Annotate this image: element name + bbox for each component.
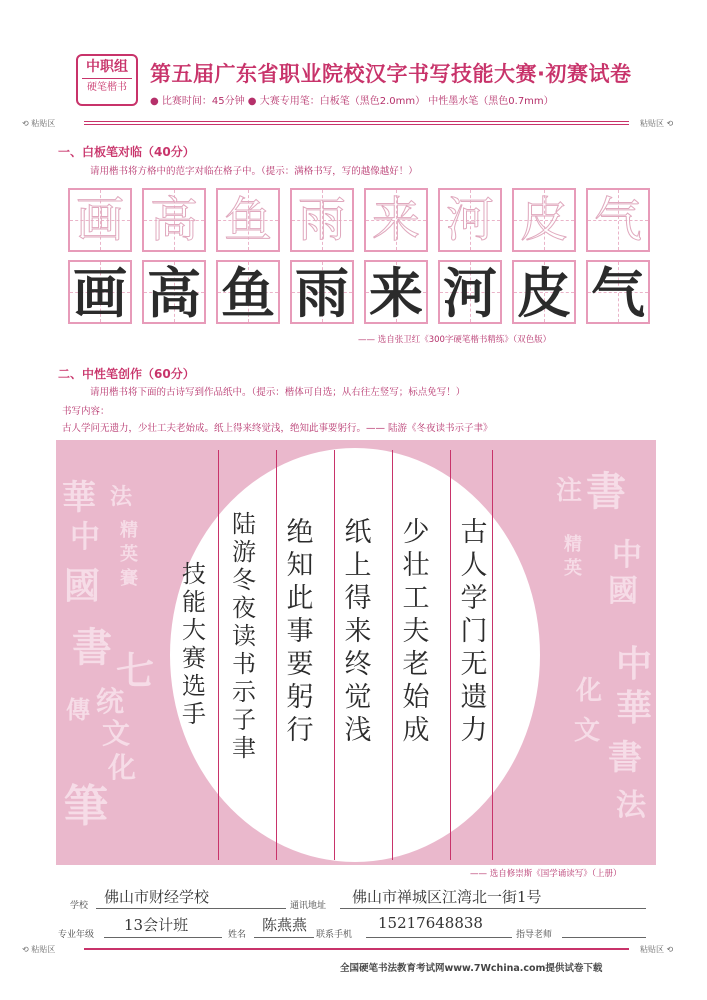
model-cell [586, 188, 650, 252]
writing-cell [290, 260, 354, 324]
content-label: 书写内容： [62, 406, 110, 417]
header-divider [84, 121, 629, 125]
section1-source: —— 选自张卫红《300字硬笔楷书精练》（双色版） [358, 335, 552, 345]
poem-column-2: 少壮工夫老始成 [402, 517, 430, 746]
binding-area-left [22, 118, 55, 130]
school-value: 佛山市财经学校 [104, 888, 210, 906]
group-badge [76, 54, 138, 106]
badge-level: 中职组 [86, 59, 128, 75]
column-divider [392, 450, 393, 860]
watermark-char: 英 [120, 544, 138, 565]
model-cell [142, 188, 206, 252]
column-divider [276, 450, 277, 860]
grade-line [104, 937, 222, 938]
column-divider [334, 450, 335, 860]
model-cell [216, 188, 280, 252]
writing-cell [364, 260, 428, 324]
poem-column-3: 纸上得来终觉浅 [344, 517, 372, 746]
name-label: 姓名 [228, 930, 247, 940]
watermark-char: 書 [72, 624, 112, 671]
exam-info: ● 比赛时间：45分钟 ● 大赛专用笔：白板笔（黑色2.0mm） 中性墨水笔（黑色0.7mm） [150, 96, 554, 107]
watermark-char: 文 [102, 717, 131, 750]
model-cell [512, 188, 576, 252]
watermark-char: 英 [564, 558, 582, 579]
writing-cell [142, 260, 206, 324]
column-divider [218, 450, 219, 860]
exam-title: 第五届广东省职业院校汉字书写技能大赛·初赛试卷 [150, 62, 632, 86]
footer-binding-right [640, 944, 673, 956]
handwritten-character: 河 [443, 261, 497, 325]
watermark-char: 中 [70, 520, 100, 555]
watermark-char: 書 [586, 468, 626, 515]
watermark-char: 化 [108, 751, 137, 784]
badge-type: 硬笔楷书 [82, 78, 132, 97]
watermark-char: 法 [616, 788, 646, 823]
name-line [254, 937, 314, 938]
poem-column-6: 技能大赛选手 [182, 560, 206, 728]
poem-column-4: 绝知此事要躬行 [286, 517, 314, 746]
grade-label: 专业年级 [58, 930, 95, 940]
poem-column-1: 古人学门无遗力 [460, 517, 488, 746]
handwritten-character: 鱼 [221, 261, 275, 325]
model-character: 来 [371, 192, 420, 248]
watermark-char: 華 [616, 687, 653, 729]
handwritten-character: 高 [147, 261, 201, 325]
watermark-char: 國 [608, 574, 638, 609]
handwritten-character: 画 [73, 261, 127, 325]
watermark-char: 中 [616, 643, 653, 685]
model-character: 雨 [297, 192, 346, 248]
model-cell [364, 188, 428, 252]
watermark-char: 華 [62, 478, 96, 518]
school-line [96, 908, 286, 909]
footer-binding-left [22, 944, 55, 956]
phone-label: 联系手机 [316, 930, 353, 940]
binding-label: 粘贴区 [31, 945, 56, 954]
watermark-char: 國 [64, 565, 101, 607]
section1-instruction: 请用楷书将方格中的范字对临在格子中。（提示：满格书写，写的越像越好！） [90, 166, 418, 177]
writing-cell [512, 260, 576, 324]
poem-column-5: 陆游冬夜读书示子聿 [232, 510, 256, 762]
phone-value: 15217648838 [378, 914, 483, 932]
address-label: 通讯地址 [290, 901, 327, 911]
footer-divider [84, 948, 629, 950]
poem-writing-area [170, 448, 540, 862]
grade-value: 13会计班 [124, 916, 189, 934]
model-cell [438, 188, 502, 252]
address-value: 佛山市禅城区江湾北一街1号 [352, 888, 542, 906]
binding-label: 粘贴区 [31, 119, 56, 128]
model-character: 河 [445, 192, 494, 248]
binding-area-right [640, 118, 673, 130]
handwritten-character: 来 [369, 261, 423, 325]
watermark-char: 化 [576, 676, 603, 706]
watermark-char: 書 [608, 738, 642, 778]
watermark-char: 精 [120, 520, 138, 541]
teacher-line [562, 937, 646, 938]
binding-icon: ⟲ [22, 945, 29, 954]
binding-icon: ⟲ [666, 119, 674, 128]
model-cell [68, 188, 132, 252]
name-value: 陈燕燕 [262, 916, 308, 934]
watermark-char: 中 [612, 538, 642, 573]
handwritten-character: 皮 [517, 261, 571, 325]
watermark-char: 傳 [66, 695, 90, 724]
watermark-char: 精 [564, 534, 582, 555]
watermark-char: 法 [110, 484, 133, 510]
section2-source: —— 选自修崇斯《国学诵读写》（上册） [470, 869, 622, 879]
model-character: 画 [75, 192, 124, 248]
watermark-char: 賽 [120, 568, 138, 589]
binding-label: 粘贴区 [640, 119, 664, 128]
teacher-label: 指导老师 [516, 930, 553, 940]
watermark-char: 七 [116, 648, 155, 693]
binding-icon: ⟲ [666, 945, 674, 954]
writing-cell [586, 260, 650, 324]
section1-title: 一、白板笔对临（40分） [58, 145, 195, 159]
binding-icon: ⟲ [22, 119, 29, 128]
footer-site: 全国硬笔书法教育考试网www.7Wchina.com提供试卷下载 [340, 963, 603, 974]
model-cell [290, 188, 354, 252]
model-character: 皮 [519, 192, 568, 248]
poem-text: 古人学问无遗力，少壮工夫老始成。纸上得来终觉浅，绝知此事要躬行。—— 陆游《冬夜读书示子聿》 [62, 423, 493, 434]
writing-cell [68, 260, 132, 324]
handwritten-character: 气 [591, 261, 645, 325]
phone-line [366, 937, 512, 938]
watermark-char: 文 [574, 716, 601, 746]
handwritten-character: 雨 [295, 261, 349, 325]
section2-title: 二、中性笔创作（60分） [58, 367, 195, 381]
watermark-char: 筆 [64, 781, 108, 832]
model-character: 高 [149, 192, 198, 248]
writing-cell [216, 260, 280, 324]
watermark-char: 统 [96, 685, 125, 718]
column-divider [450, 450, 451, 860]
section2-instruction: 请用楷书将下面的古诗写到作品纸中。（提示：楷体可自选；从右往左竖写；标点免写！） [90, 387, 466, 398]
model-character: 气 [593, 192, 642, 248]
watermark-char: 注 [556, 476, 583, 506]
model-character: 鱼 [223, 192, 272, 248]
binding-label: 粘贴区 [640, 945, 664, 954]
writing-cell [438, 260, 502, 324]
school-label: 学校 [70, 901, 89, 911]
address-line [340, 908, 646, 909]
